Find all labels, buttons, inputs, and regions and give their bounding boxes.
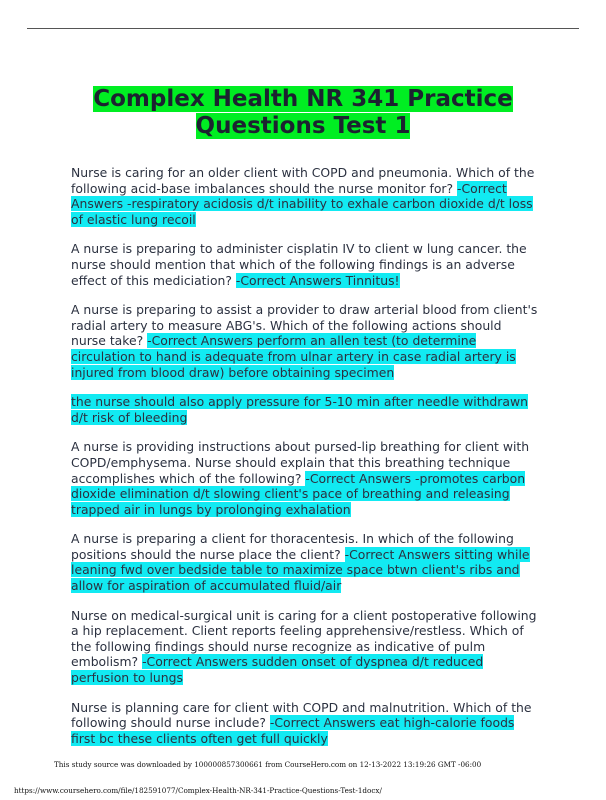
title-line-1: Complex Health NR 341 Practice: [93, 86, 513, 112]
question-text: Nurse on medical-surgical unit is caring for a client postoperative following a hip replacement. Client reports feeling apprehensive/restless. Which of the following findings should nurse recognize as indicative of pulm embolism?: [71, 607, 537, 670]
answer-highlight: -Correct Answers sudden onset of dyspnea d/t reduced perfusion to lungs: [71, 654, 484, 686]
question-item-6: [71, 608, 539, 686]
title-line-2: Questions Test 1: [195, 113, 411, 139]
question-item-3: [71, 302, 539, 380]
download-notice: This study source was downloaded by 100000857300661 from CourseHero.com on 12-13-2022 13:19:26 GMT -06:00: [54, 760, 482, 769]
question-text: A nurse is preparing to assist a provider to draw arterial blood from client's radial artery to measure ABG's. Which of the following actions should nurse take?: [71, 302, 538, 349]
question-text: Nurse is planning care for client with COPD and malnutrition. Which of the following should nurse include?: [71, 699, 532, 731]
question-text: A nurse is preparing a client for thoracentesis. In which of the following positions should the nurse place the client?: [71, 531, 514, 562]
answer-highlight: -Correct Answers -promotes carbon dioxide elimination d/t slowing client's pace of breathing and releasing trapped air in lungs by prolonging exhalation: [71, 470, 526, 517]
answer-note: [71, 394, 539, 425]
source-url: https://www.coursehero.com/file/182591077/Complex-Health-NR-341-Practice-Questions-Test-1docx/: [14, 786, 382, 795]
top-divider: [27, 28, 579, 29]
question-item-7: [71, 700, 539, 747]
question-item-4: [71, 439, 539, 517]
answer-highlight: -Correct Answers -respiratory acidosis d/t inability to exhale carbon dioxide d/t loss of elastic lung recoil: [71, 180, 533, 227]
answer-highlight: -Correct Answers Tinnitus!: [235, 272, 400, 288]
question-text: Nurse is caring for an older client with COPD and pneumonia. Which of the following acid-base imbalances should the nurse monitor for?: [71, 165, 535, 196]
question-item-2: [71, 241, 539, 288]
answer-highlight: the nurse should also apply pressure for 5-10 min after needle withdrawn d/t risk of bleeding: [71, 394, 528, 425]
document-title: [0, 86, 606, 140]
question-item-5: [71, 531, 539, 593]
question-item-1: [71, 165, 539, 227]
answer-highlight: -Correct Answers sitting while leaning fwd over bedside table to maximize space btwn client's ribs and allow for aspiration of accumulated fluid/air: [71, 546, 530, 594]
answer-highlight: -Correct Answers eat high-calorie foods first bc these clients often get full quickly: [71, 715, 515, 746]
answer-highlight: -Correct Answers perform an allen test (to determine circulation to hand is adequate from ulnar artery in case radial artery is injured from blood draw) before obtaining specimen: [71, 333, 516, 380]
question-list: [71, 165, 539, 760]
question-text: A nurse is preparing to administer cisplatin IV to client w lung cancer. the nurse should mention that which of the following findings is an adverse effect of this mediciation?: [71, 241, 527, 288]
question-text: A nurse is providing instructions about pursed-lip breathing for client with COPD/emphysema. Nurse should explain that this breathing technique accomplishes which of the following?: [71, 439, 530, 486]
